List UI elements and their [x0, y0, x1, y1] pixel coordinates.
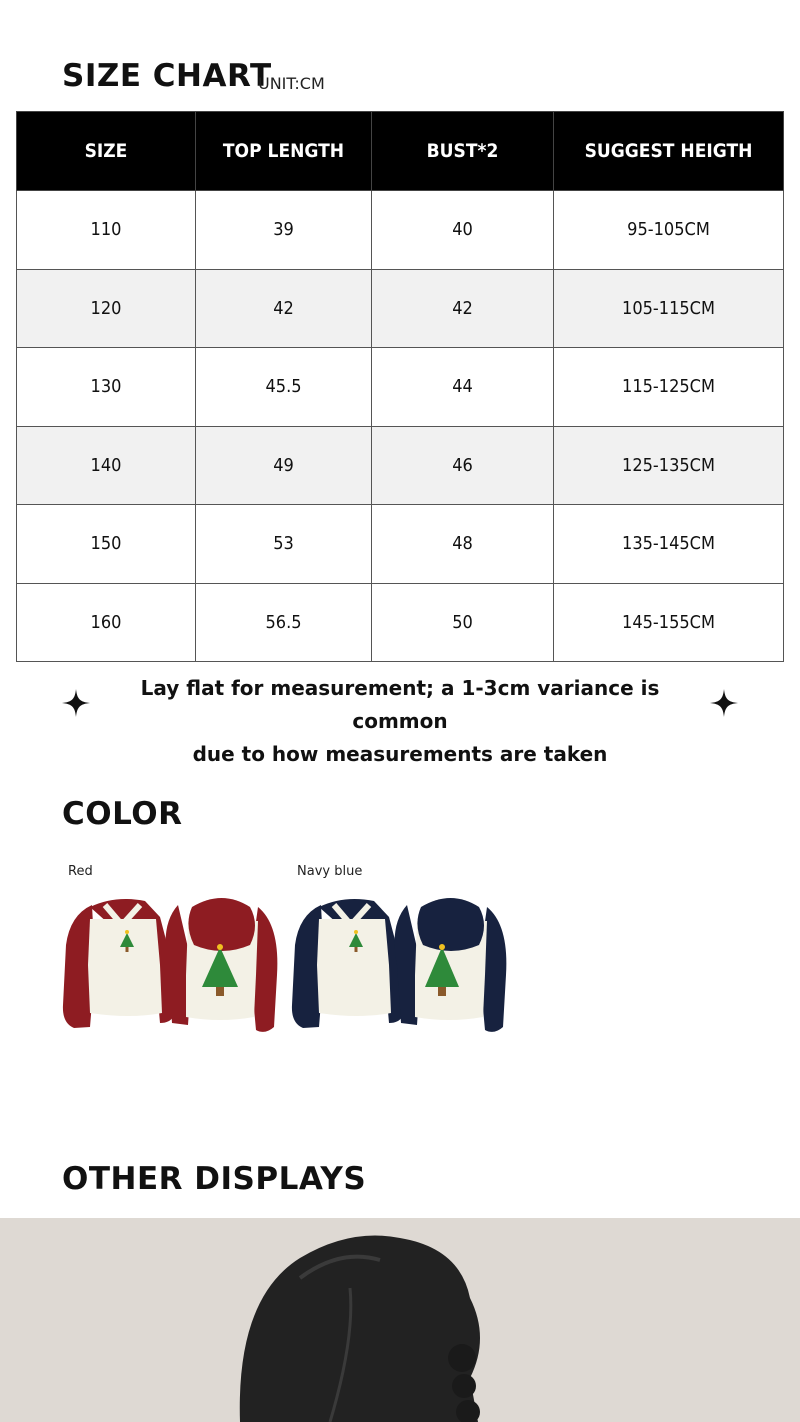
cell-height: 145-155CM	[554, 583, 784, 662]
cell-size: 160	[17, 583, 196, 662]
table-header-row	[17, 112, 784, 191]
header-top-length: TOP LENGTH	[196, 112, 372, 191]
color-title: COLOR	[62, 796, 183, 832]
color-option-red-image[interactable]	[60, 895, 282, 1040]
header-size: SIZE	[17, 112, 196, 191]
sparkle-icon	[709, 688, 739, 718]
model-hair-illustration	[0, 1218, 800, 1422]
hoodie-back	[395, 898, 507, 1032]
cell-top-length: 49	[196, 426, 372, 505]
cell-height: 115-125CM	[554, 348, 784, 427]
other-displays-title: OTHER DISPLAYS	[62, 1161, 367, 1197]
color-option-label-red: Red	[68, 864, 93, 879]
table-row	[17, 269, 784, 348]
unit-label: UNIT:CM	[258, 74, 325, 93]
table-row	[17, 348, 784, 427]
sparkle-icon	[61, 688, 91, 718]
hoodie-front	[292, 899, 404, 1028]
cell-height: 125-135CM	[554, 426, 784, 505]
cell-bust: 50	[372, 583, 554, 662]
measurement-note	[100, 672, 700, 771]
table-row	[17, 505, 784, 584]
color-option-label-navy: Navy blue	[297, 864, 363, 879]
size-table	[16, 111, 784, 662]
hoodie-back	[166, 898, 278, 1032]
cell-size: 110	[17, 191, 196, 270]
cell-bust: 46	[372, 426, 554, 505]
cell-size: 150	[17, 505, 196, 584]
header-suggest-height: SUGGEST HEIGTH	[554, 112, 784, 191]
cell-size: 130	[17, 348, 196, 427]
cell-top-length: 39	[196, 191, 372, 270]
header-bust: BUST*2	[372, 112, 554, 191]
cell-top-length: 56.5	[196, 583, 372, 662]
cell-height: 135-145CM	[554, 505, 784, 584]
cell-bust: 44	[372, 348, 554, 427]
size-chart-title: SIZE CHART	[62, 58, 272, 94]
table-row	[17, 191, 784, 270]
hoodie-front	[63, 899, 175, 1028]
cell-bust: 48	[372, 505, 554, 584]
cell-top-length: 53	[196, 505, 372, 584]
table-row	[17, 426, 784, 505]
cell-size: 140	[17, 426, 196, 505]
model-photo	[0, 1218, 800, 1422]
cell-height: 95-105CM	[554, 191, 784, 270]
cell-bust: 42	[372, 269, 554, 348]
cell-top-length: 45.5	[196, 348, 372, 427]
cell-height: 105-115CM	[554, 269, 784, 348]
cell-top-length: 42	[196, 269, 372, 348]
note-line-2: due to how measurements are taken	[192, 742, 608, 766]
table-row	[17, 583, 784, 662]
color-option-navy-image[interactable]	[289, 895, 511, 1040]
note-line-1: Lay flat for measurement; a 1-3cm variance is common	[140, 676, 660, 733]
cell-bust: 40	[372, 191, 554, 270]
cell-size: 120	[17, 269, 196, 348]
